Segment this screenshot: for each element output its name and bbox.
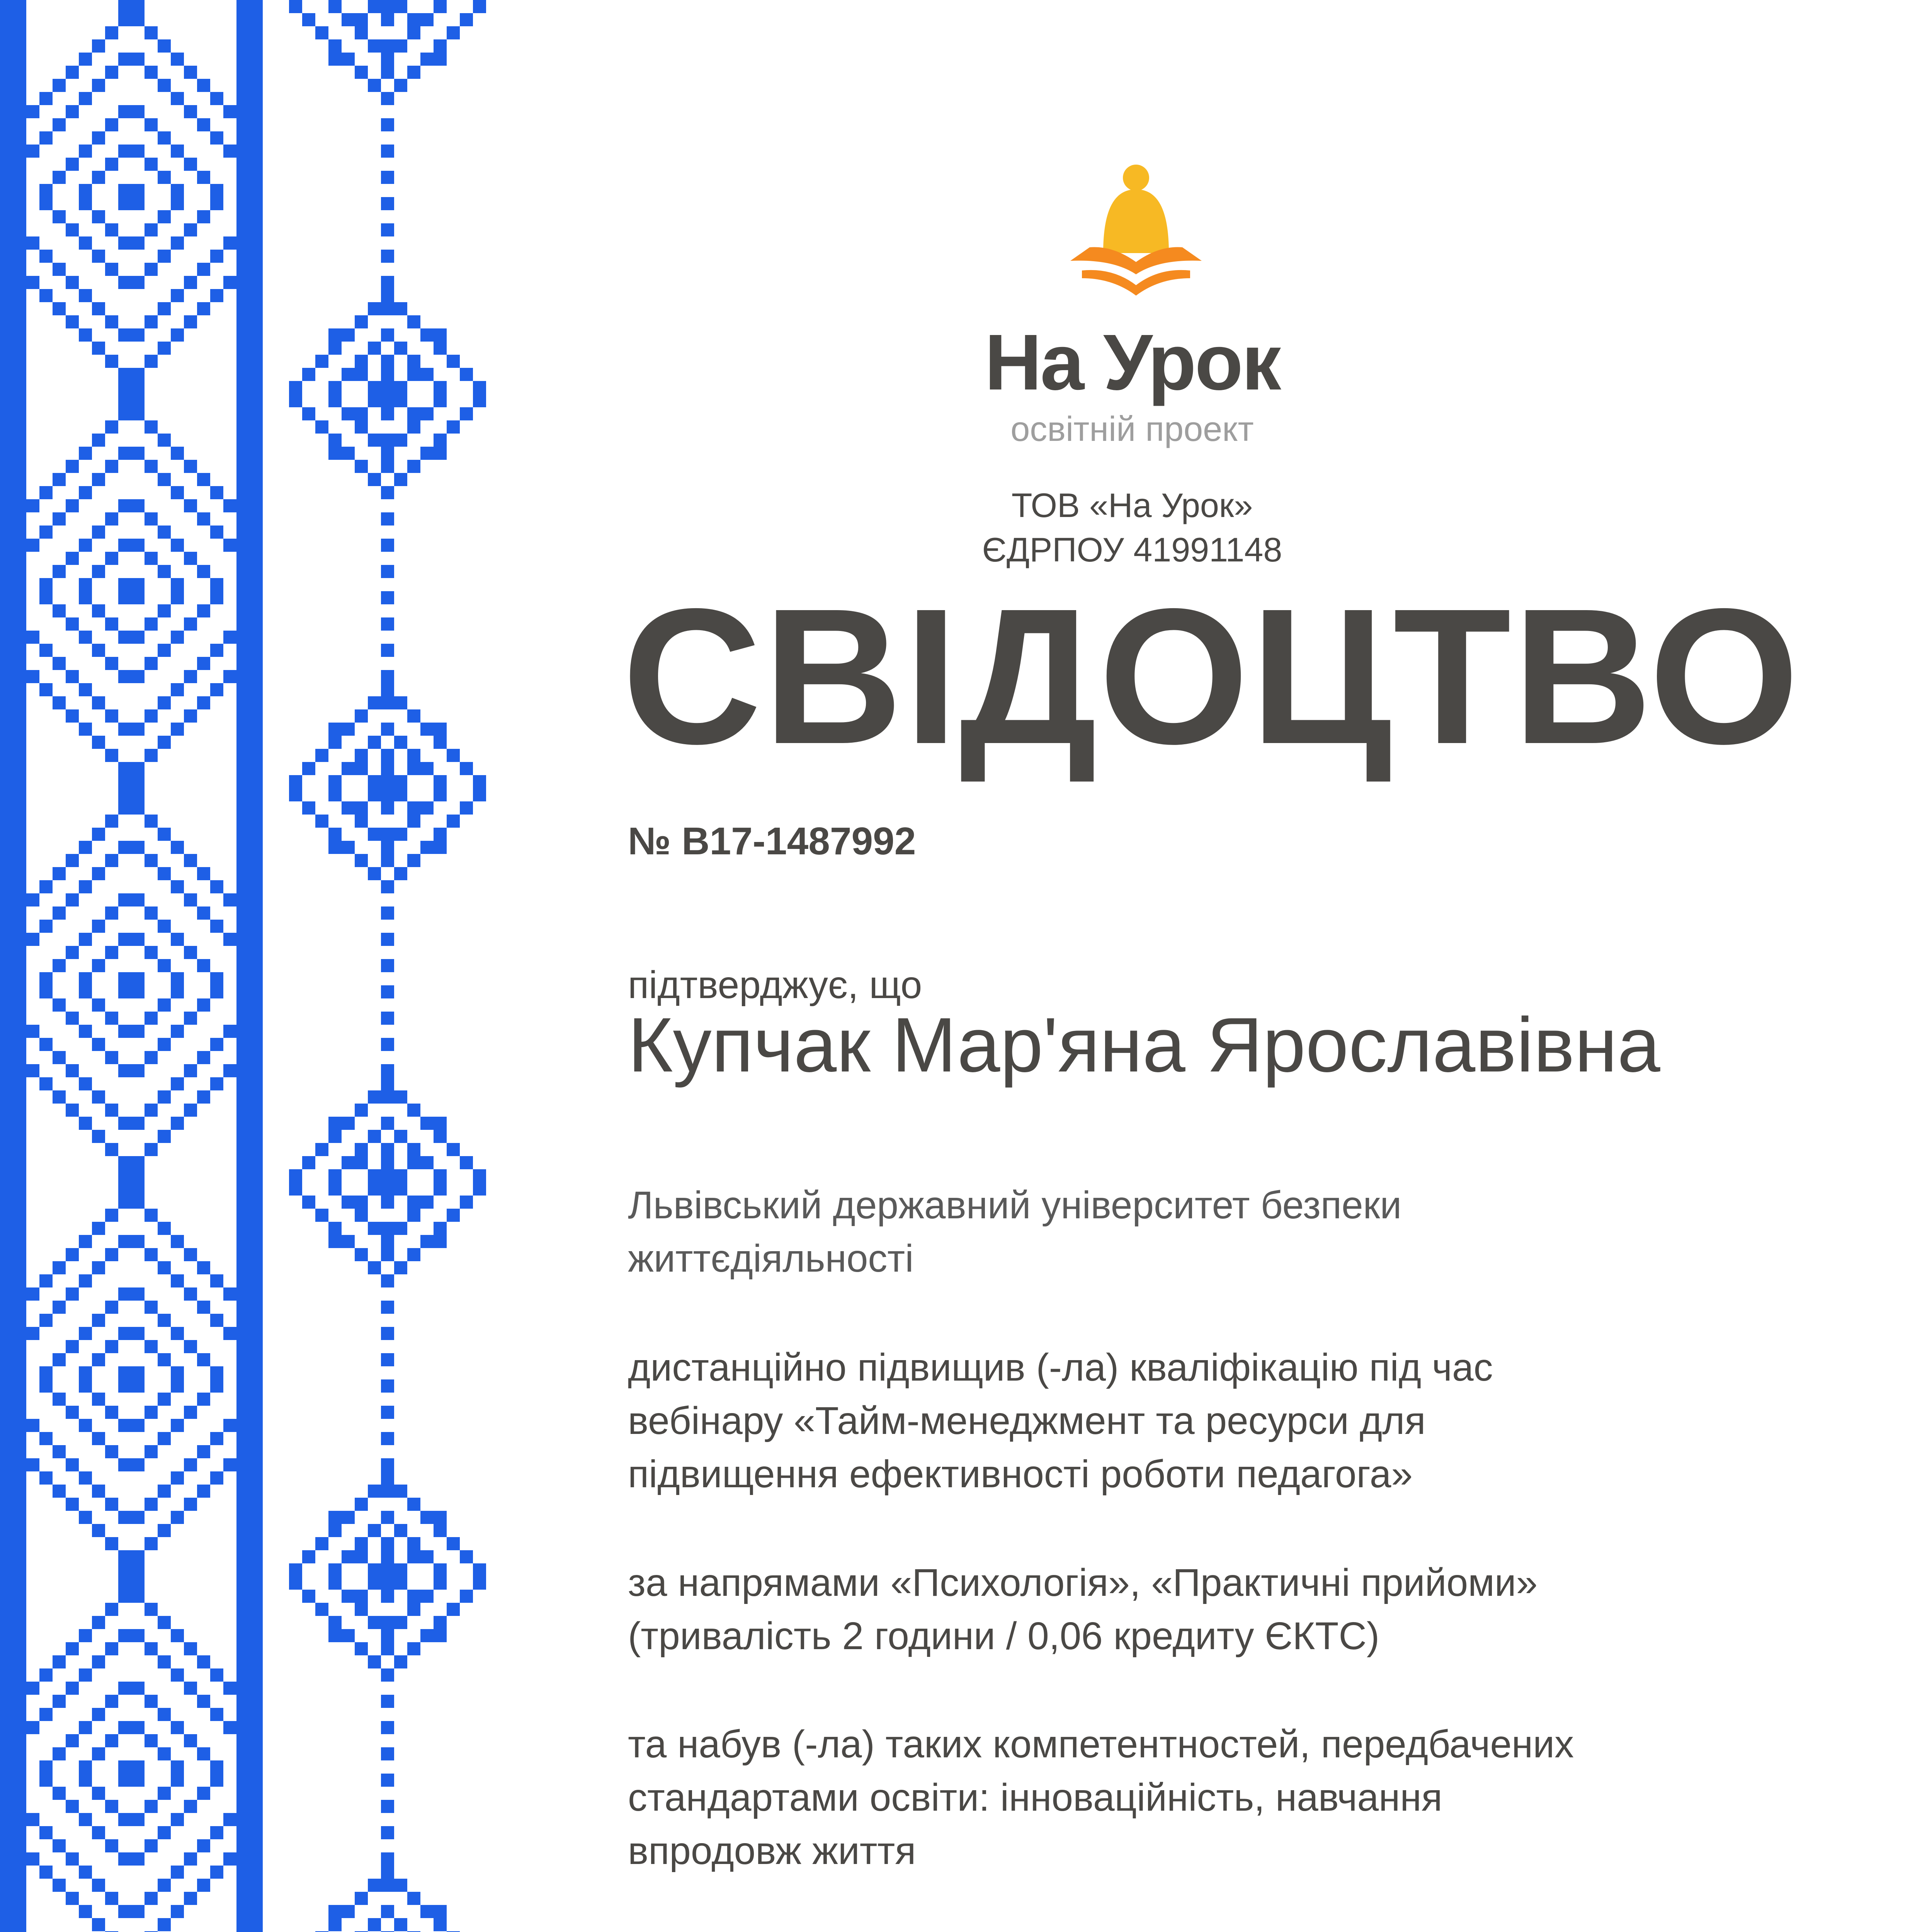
institution-line: життєдіяльності (628, 1237, 914, 1280)
paragraph-line: впродовж життя (628, 1829, 916, 1872)
competencies-paragraph (628, 1718, 1574, 1878)
paragraph-line: стандартами освіти: інноваційність, навчання (628, 1776, 1442, 1819)
paragraph-line: та набув (-ла) таких компетентностей, передбачених (628, 1723, 1574, 1766)
brand-subtitle: освітній проект (1010, 410, 1254, 449)
bell-logo-icon (1066, 162, 1206, 309)
confirms-text: підтверджує, що (628, 963, 922, 1007)
organization-info (958, 483, 1306, 572)
paragraph-line: (тривалість 2 години / 0,06 кредиту ЄКТС) (628, 1614, 1380, 1658)
paragraph-line: вебінару «Тайм-менеджмент та ресурси для (628, 1399, 1426, 1442)
ornament-pattern (0, 0, 486, 1932)
brand-name: На Урок (985, 318, 1280, 406)
paragraph-line: дистанційно підвищив (-ла) кваліфікацію під час (628, 1346, 1493, 1389)
certificate-number: № В17-1487992 (628, 820, 916, 863)
org-name: ТОВ «На Урок» (1011, 486, 1253, 524)
org-code: ЄДРПОУ 41991148 (982, 531, 1282, 569)
embroidery-ornament-border (0, 0, 541, 1932)
institution-line: Львівський державний університет безпеки (628, 1184, 1402, 1227)
directions-paragraph (628, 1556, 1537, 1663)
qualification-paragraph (628, 1341, 1493, 1501)
certificate-title: СВІДОЦТВО (622, 568, 1801, 784)
paragraph-line: за напрямами «Психологія», «Практичні прийоми» (628, 1561, 1538, 1604)
paragraph-line: підвищення ефективності роботи педагога» (628, 1452, 1413, 1496)
recipient-name: Купчак Мар'яна Ярославівна (628, 1002, 1660, 1088)
institution (628, 1179, 1401, 1285)
